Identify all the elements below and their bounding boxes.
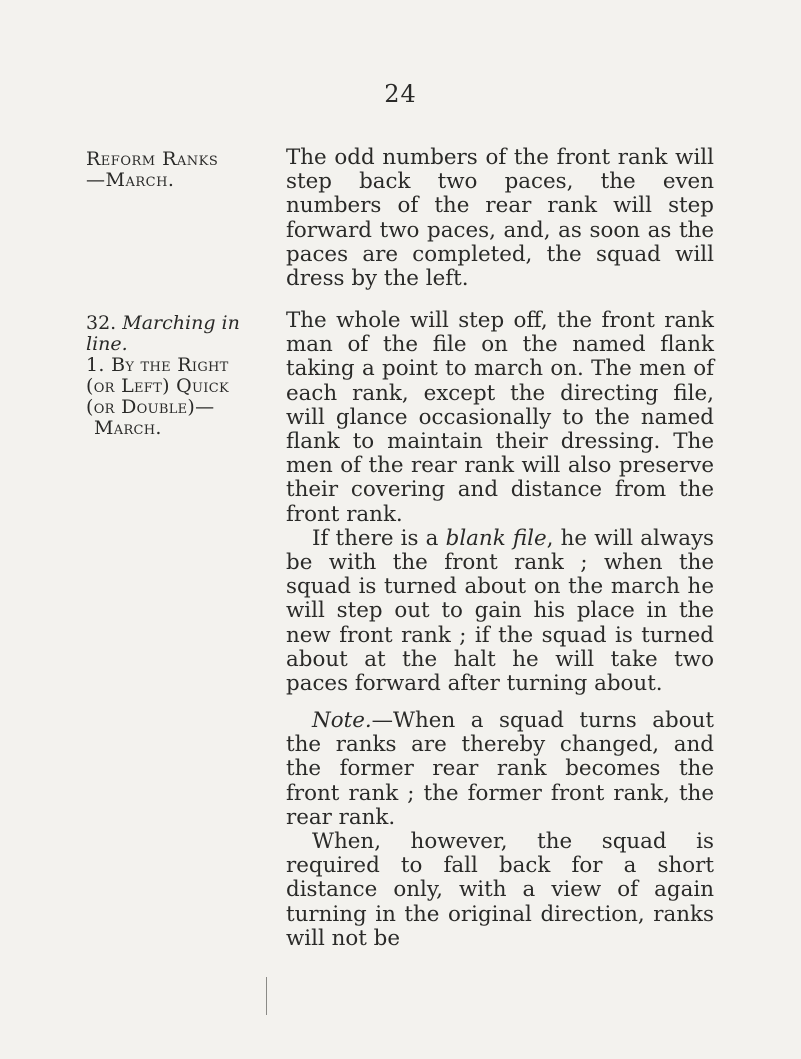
body-block-note — [286, 709, 714, 951]
section-heading — [86, 313, 264, 334]
paragraph-blank-file — [286, 527, 714, 696]
margin-item-1: 1. By the Right — [86, 354, 229, 376]
paragraph-marching: The whole will step off, the front rank man of the file on the named flank taking a point to march on. The men of each rank, except the directing file, will glance occasionally to the named flank to maintain their dressing. The men of the rear rank will also preserve their covering and distance from the front rank. — [286, 308, 714, 527]
body-block-reform — [286, 146, 714, 291]
margin-item-4: March. — [94, 417, 162, 439]
page-number: 24 — [384, 80, 417, 108]
margin-rule — [266, 977, 267, 1015]
blank-file-term: blank file — [445, 525, 547, 551]
paragraph-reform-ranks: The odd numbers of the front rank will step back two paces, the even numbers of the rear rank will step forward two paces, and, as soon as the paces are completed, the squad will dress by the left. — [286, 145, 714, 292]
margin-item-2: (or Left) Quick — [86, 375, 229, 397]
section-number: 32. — [86, 312, 117, 334]
note-text: —When a squad turns about the ranks are thereby changed, and the former rear rank becomes the front rank ; the former front rank, the rear rank. — [286, 708, 714, 830]
margin-item-3: (or Double)— — [86, 396, 215, 418]
note-label: Note. — [312, 708, 372, 733]
paragraph-note — [286, 709, 714, 830]
paragraph-fall-back: When, however, the squad is required to fall back for a short distance only, with a view of again turning in the original direction, ranks will not be — [286, 829, 714, 951]
body-block-marching — [286, 309, 714, 696]
margin-note-reform-line1: Reform Ranks — [86, 148, 219, 170]
section-title-part1: Marching in — [122, 312, 240, 334]
blank-file-rest: , he will always be with the front rank ; when the squad is turned about on the march he will step out to gain his place in the new front rank ; if the squad is turned about at the halt he will take two paces forward after turning about. — [286, 525, 715, 697]
blank-file-prefix: If there is a — [312, 525, 446, 551]
margin-note-marching-in-line — [86, 313, 264, 439]
margin-note-reform-ranks — [86, 149, 264, 191]
section-title-part2: line. — [86, 333, 128, 355]
margin-note-reform-line2: —March. — [86, 169, 175, 191]
